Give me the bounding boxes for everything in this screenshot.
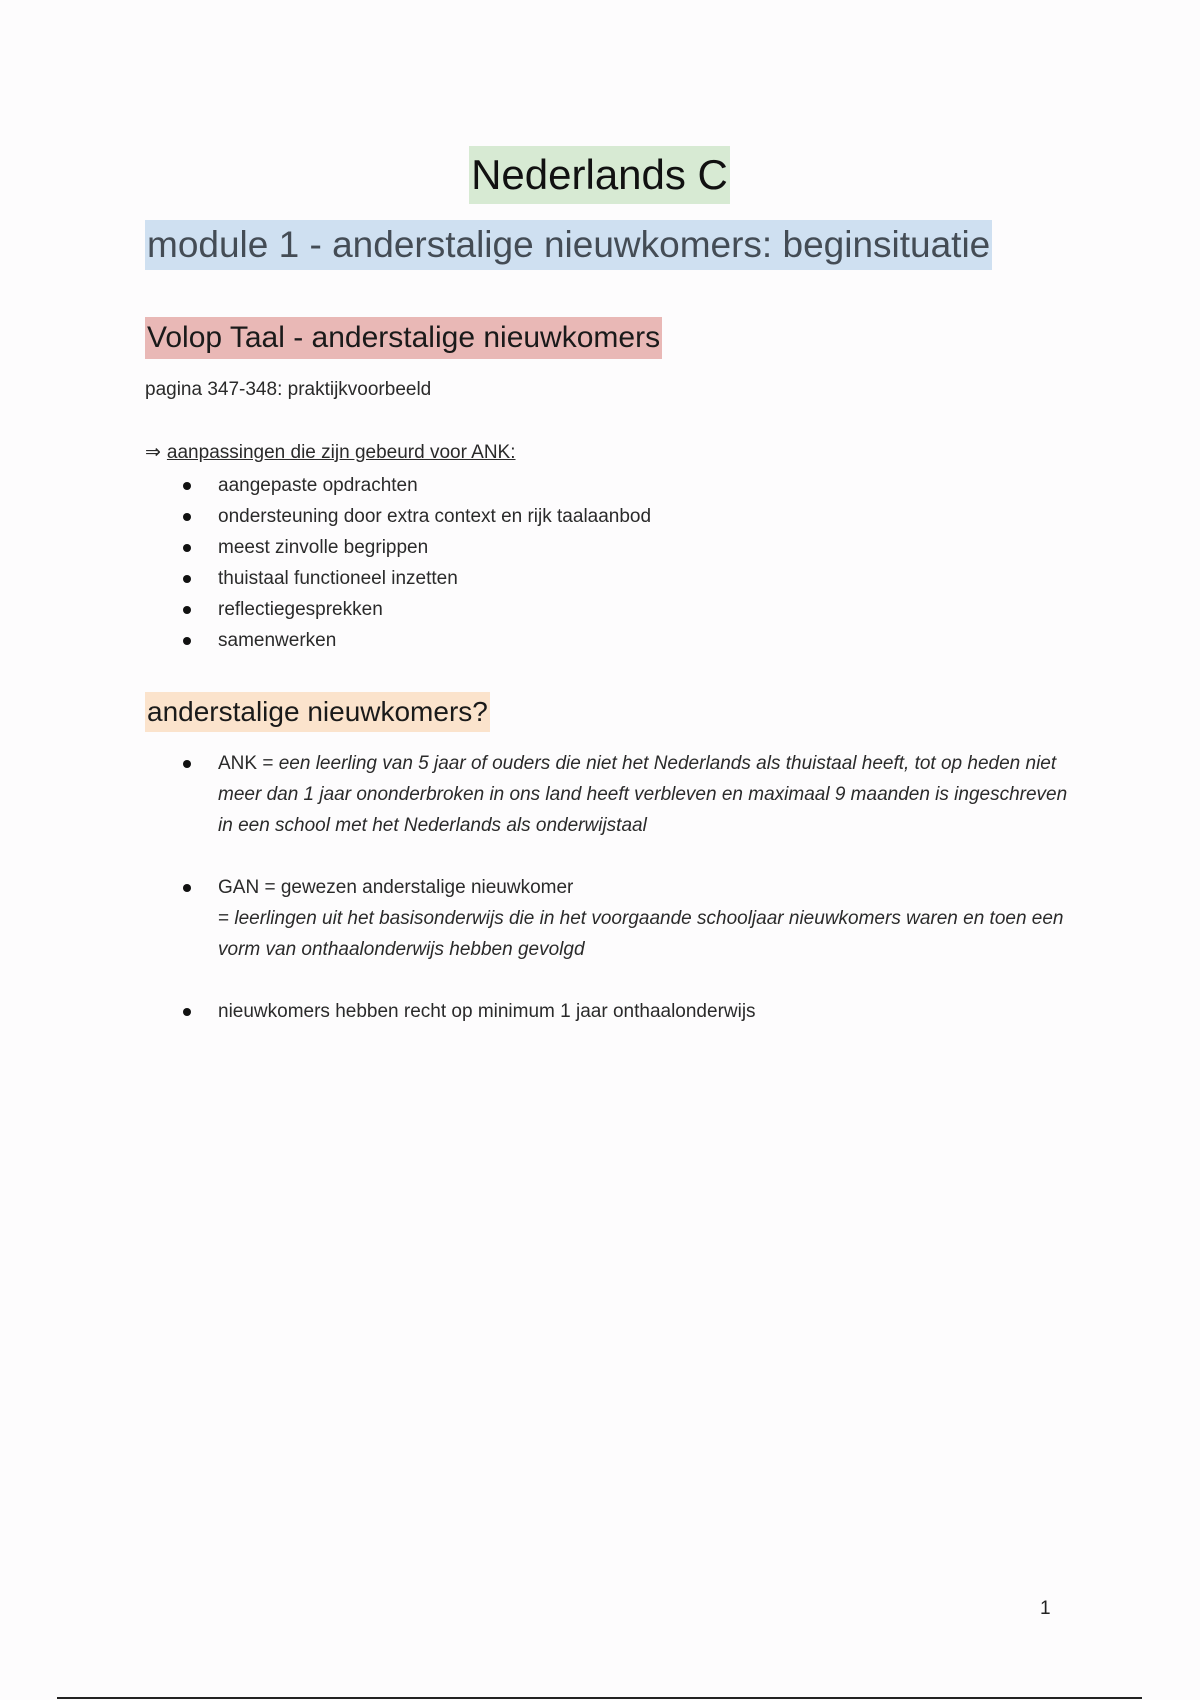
list-item [180,996,1080,1027]
definition-term: ANK = [218,753,279,774]
list-item-text: reflectiegesprekken [218,599,383,620]
list-item-text: ondersteuning door extra context en rijk taalaanbod [218,506,652,527]
bullet-icon [183,637,191,645]
adjustments-intro-text: aanpassingen die zijn gebeurd voor ANK: [166,442,516,463]
definition-term: GAN = gewezen anderstalige nieuwkomer [218,877,574,898]
footer-divider [57,1697,1142,1699]
section-heading-volop-taal: Volop Taal - anderstalige nieuwkomers [145,317,662,359]
bullet-icon [183,544,191,552]
list-item-text: aangepaste opdrachten [218,475,418,496]
list-item-text: nieuwkomers hebben recht op minimum 1 jaar onthaalonderwijs [218,1001,756,1022]
definition-text: een leerling van 5 jaar of ouders die niet het Nederlands als thuistaal heeft, tot op heden niet meer dan 1 jaar ononderbroken in ons land heeft verbleven en maximaal 9 maanden is ingeschreven in een school met het Nederlands als onderwijstaal [218,753,1068,836]
list-item [180,563,1080,594]
bullet-icon [183,606,191,614]
bullet-icon [183,884,191,892]
list-item-text: meest zinvolle begrippen [218,537,429,558]
adjustments-intro [145,441,516,464]
bullet-icon [183,513,191,521]
list-item-text: samenwerken [218,630,337,651]
list-item [180,532,1080,563]
title-container [0,146,1200,204]
list-item [180,501,1080,532]
bullet-icon [183,575,191,583]
bullet-icon [183,760,191,768]
bullet-icon [183,482,191,490]
page-number: 1 [1040,1598,1051,1619]
list-item [180,470,1080,501]
section-heading-anderstalige-nieuwkomers: anderstalige nieuwkomers? [145,692,490,732]
bullet-icon [183,1008,191,1016]
arrow-icon: ⇒ [145,442,161,463]
definition-gan [180,872,1080,965]
list-item [180,594,1080,625]
list-item [180,625,1080,656]
definition-prefix: = [218,908,235,929]
adjustments-list [180,470,1080,656]
definitions-list [180,748,1080,1058]
definition-ank [180,748,1080,841]
module-subtitle: module 1 - anderstalige nieuwkomers: beginsituatie [145,220,992,270]
definition-text: leerlingen uit het basisonderwijs die in het voorgaande schooljaar nieuwkomers waren en toen een vorm van onthaalonderwijs hebben gevolgd [218,908,1064,960]
page-reference: pagina 347-348: praktijkvoorbeeld [145,379,432,400]
document-title: Nederlands C [469,146,730,204]
list-item-text: thuistaal functioneel inzetten [218,568,458,589]
